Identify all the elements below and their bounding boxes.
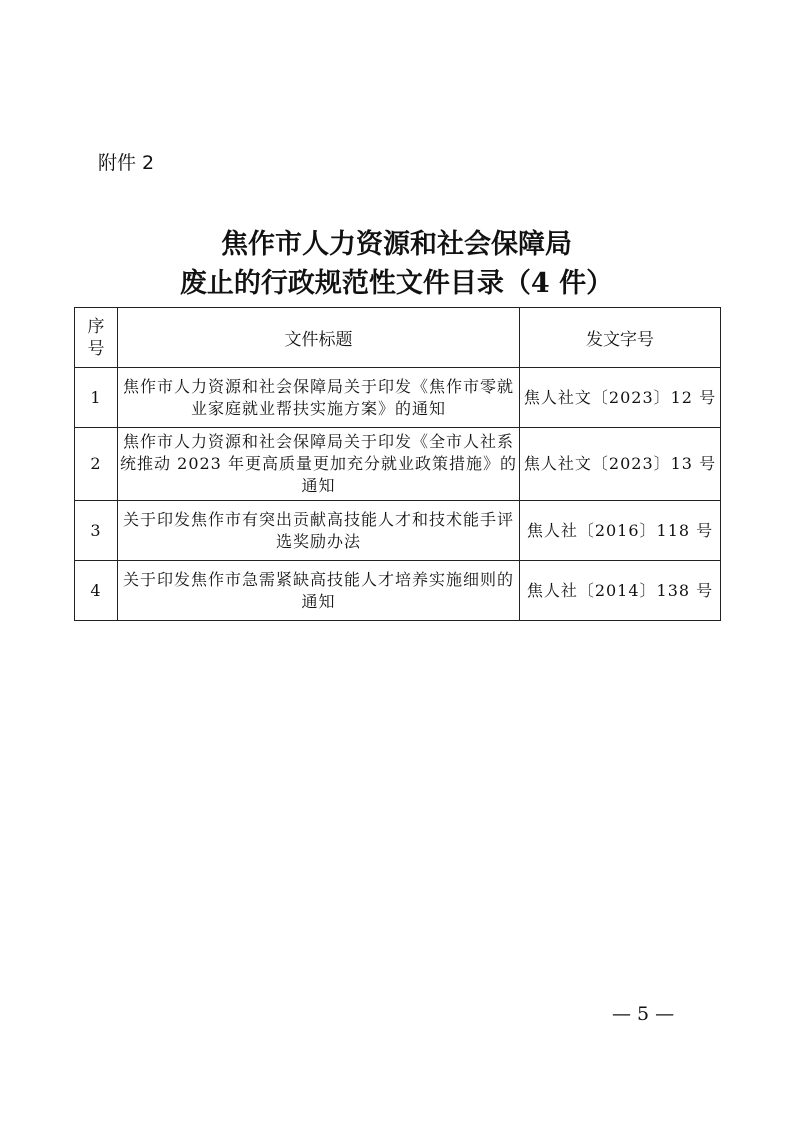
table-row (75, 428, 721, 501)
table-header-row (75, 308, 721, 368)
table-row (75, 501, 721, 561)
document-title-line-1: 焦作市人力资源和社会保障局 (221, 229, 572, 260)
repealed-documents-table (74, 307, 721, 621)
header-seq-line-1: 序 (87, 316, 105, 337)
header-seq (75, 308, 118, 368)
row-code: 焦人社〔2016〕118 号 (520, 501, 721, 561)
row-code: 焦人社〔2014〕138 号 (520, 561, 721, 621)
row-seq: 2 (75, 428, 118, 501)
row-code: 焦人社文〔2023〕12 号 (520, 368, 721, 428)
row-seq: 1 (75, 368, 118, 428)
row-title: 关于印发焦作市急需紧缺高技能人才培养实施细则的通知 (118, 561, 520, 621)
header-code: 发文字号 (520, 308, 721, 368)
table-row (75, 368, 721, 428)
row-seq: 3 (75, 501, 118, 561)
row-code: 焦人社文〔2023〕13 号 (520, 428, 721, 501)
page-number: — 5 — (612, 1003, 675, 1025)
row-title: 焦作市人力资源和社会保障局关于印发《全市人社系统推动 2023 年更高质量更加充分就业政策措施》的通知 (118, 428, 520, 501)
header-title: 文件标题 (118, 308, 520, 368)
table-row (75, 561, 721, 621)
row-seq: 4 (75, 561, 118, 621)
attachment-label: 附件 2 (98, 152, 155, 174)
document-title-line-2: 废止的行政规范性文件目录（4 件） (179, 268, 614, 299)
row-title: 关于印发焦作市有突出贡献高技能人才和技术能手评选奖励办法 (118, 501, 520, 561)
row-title: 焦作市人力资源和社会保障局关于印发《焦作市零就业家庭就业帮扶实施方案》的通知 (118, 368, 520, 428)
header-seq-line-2: 号 (87, 338, 105, 359)
